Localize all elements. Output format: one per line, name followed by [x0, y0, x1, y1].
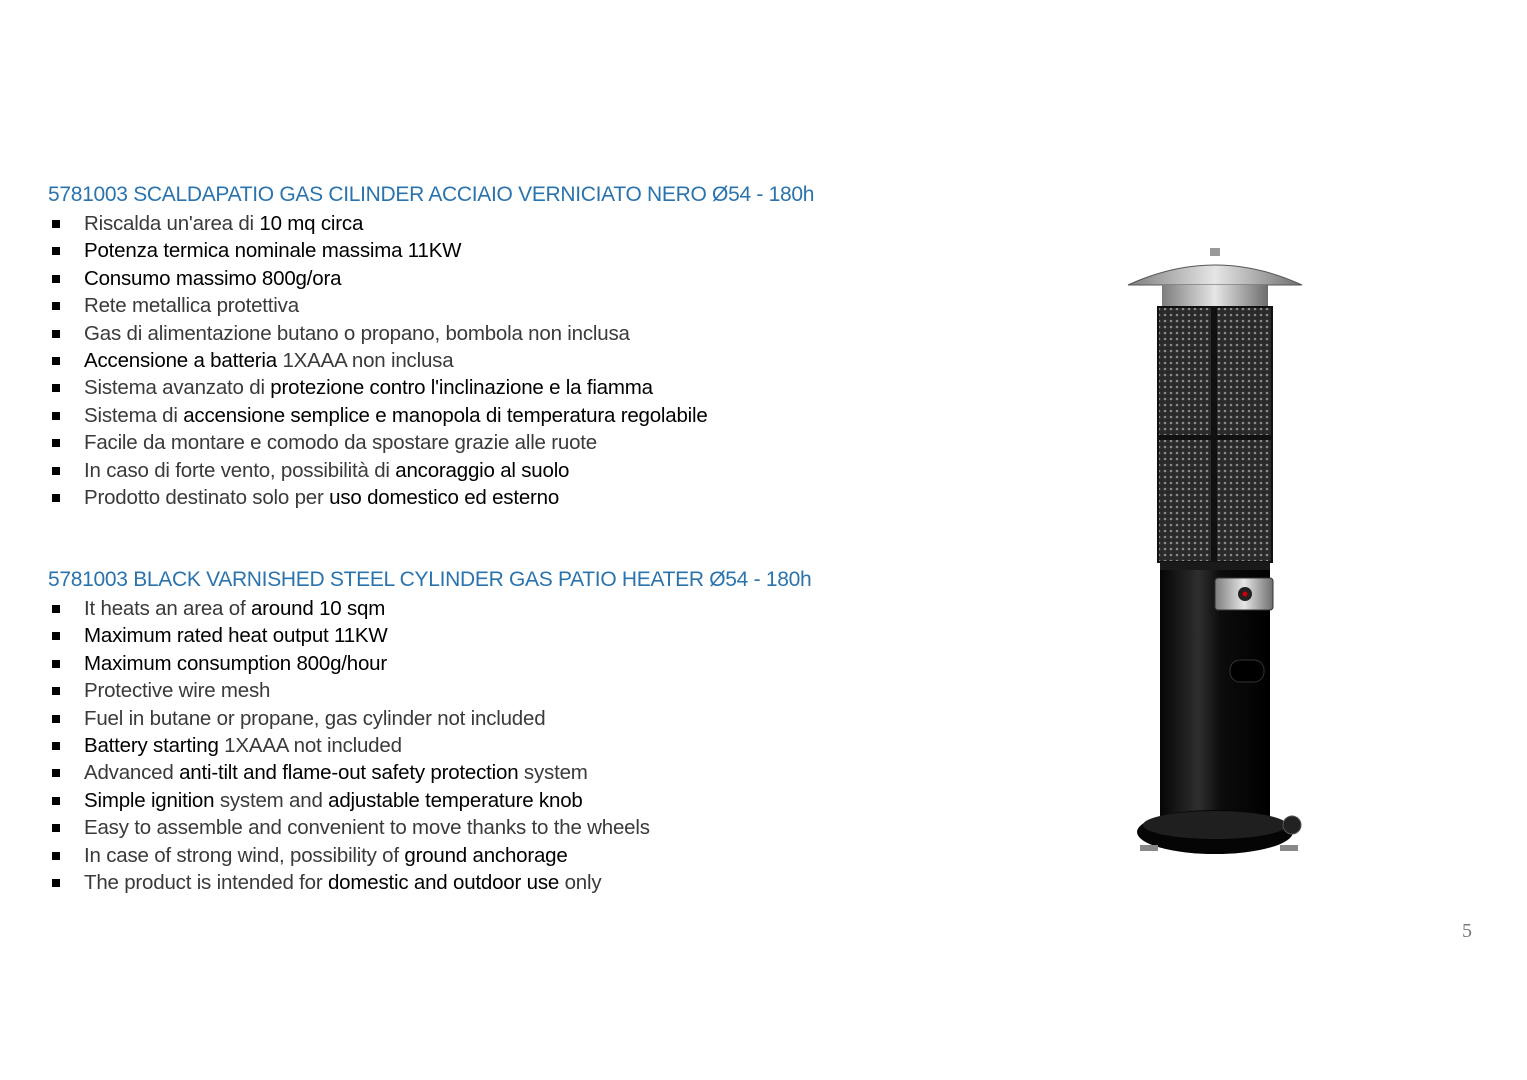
feature-text: Protective wire mesh — [84, 679, 271, 703]
feature-text: Rete metallica protettiva — [84, 294, 299, 318]
bullet-icon — [52, 797, 60, 805]
feature-item — [48, 787, 948, 814]
feature-highlight: ground anchorage — [404, 843, 568, 867]
feature-item — [48, 677, 948, 704]
italian-title: 5781003 SCALDAPATIO GAS CILINDER ACCIAIO VERNICIATO NERO Ø54 - 180h — [48, 183, 815, 206]
feature-highlight: uso domestico ed esterno — [329, 485, 560, 509]
feature-item — [48, 759, 948, 786]
feature-text: Fuel in butane or propane, gas cylinder not included — [84, 706, 546, 730]
feature-text: only — [559, 870, 602, 894]
feature-item — [48, 595, 948, 622]
feature-item — [48, 237, 948, 264]
feature-highlight: domestic and outdoor use — [327, 870, 560, 894]
bullet-icon — [52, 687, 60, 695]
feature-text: 1XAAA not included — [218, 733, 402, 757]
bullet-icon — [52, 357, 60, 365]
feature-text: Advanced — [84, 761, 180, 785]
feature-highlight: around 10 sqm — [250, 597, 386, 620]
feature-item — [48, 842, 948, 869]
bullet-icon — [52, 384, 60, 392]
feature-highlight: Accensione a batteria — [84, 348, 277, 372]
bullet-icon — [52, 769, 60, 777]
feature-highlight: Maximum consumption 800g/hour — [84, 651, 387, 675]
bullet-icon — [52, 824, 60, 832]
bullet-icon — [52, 494, 60, 502]
feature-item — [48, 705, 948, 732]
bullet-icon — [52, 660, 60, 668]
feature-highlight: Maximum rated heat output 11KW — [84, 624, 388, 648]
feature-text: Gas di alimentazione butano o propano, bombola non inclusa — [84, 321, 630, 345]
feature-highlight: accensione semplice e manopola di temperatura regolabile — [183, 403, 708, 427]
bullet-icon — [52, 742, 60, 750]
bullet-icon — [52, 275, 60, 283]
feature-item — [48, 457, 948, 484]
feature-item — [48, 814, 948, 841]
feature-item — [48, 869, 948, 896]
bullet-icon — [52, 439, 60, 447]
bullet-icon — [52, 302, 60, 310]
feature-text: Sistema avanzato di — [84, 376, 271, 400]
feature-item — [48, 210, 948, 237]
bullet-icon — [52, 632, 60, 640]
feature-item — [48, 429, 948, 456]
feature-text: Easy to assemble and convenient to move thanks to the wheels — [84, 816, 650, 840]
bullet-icon — [52, 852, 60, 860]
feature-item — [48, 374, 948, 401]
feature-text: Riscalda un'area di — [84, 212, 260, 235]
feature-item — [48, 320, 948, 347]
bullet-icon — [52, 605, 60, 613]
feature-text: The product is intended for — [84, 870, 328, 894]
feature-highlight: Simple ignition — [84, 788, 215, 812]
feature-item — [48, 650, 948, 677]
bullet-icon — [52, 715, 60, 723]
feature-highlight: ancoraggio al suolo — [395, 458, 570, 482]
bullet-icon — [52, 412, 60, 420]
feature-text: In caso di forte vento, possibilità di — [84, 458, 396, 482]
patio-heater-image — [1120, 240, 1320, 865]
feature-text: system and — [214, 788, 329, 812]
feature-item — [48, 622, 948, 649]
feature-item — [48, 347, 948, 374]
feature-text: system — [518, 761, 588, 785]
feature-highlight: Battery starting — [84, 733, 219, 757]
feature-highlight: Consumo massimo 800g/ora — [84, 266, 342, 290]
italian-feature-list — [48, 210, 948, 511]
english-section — [48, 565, 948, 896]
feature-item — [48, 402, 948, 429]
feature-highlight: Potenza termica nominale massima 11KW — [84, 239, 462, 263]
english-title: 5781003 BLACK VARNISHED STEEL CYLINDER GAS PATIO HEATER Ø54 - 180h — [48, 568, 812, 591]
feature-text: In case of strong wind, possibility of — [84, 843, 405, 867]
bullet-icon — [52, 247, 60, 255]
feature-highlight: anti-tilt and flame-out safety protection — [179, 761, 519, 785]
feature-item — [48, 732, 948, 759]
feature-text: Facile da montare e comodo da spostare grazie alle ruote — [84, 431, 597, 455]
feature-text: 1XAAA non inclusa — [276, 348, 454, 372]
feature-text: Sistema di — [84, 403, 184, 427]
feature-text: Prodotto destinato solo per — [84, 485, 330, 509]
page-number: 5 — [1462, 920, 1472, 942]
bullet-icon — [52, 330, 60, 338]
feature-highlight: 10 mq circa — [259, 212, 364, 235]
feature-item — [48, 265, 948, 292]
italian-section — [48, 180, 948, 511]
bullet-icon — [52, 467, 60, 475]
feature-highlight: adjustable temperature knob — [328, 788, 583, 812]
feature-text: It heats an area of — [84, 597, 251, 620]
feature-item — [48, 292, 948, 319]
bullet-icon — [52, 879, 60, 887]
feature-highlight: protezione contro l'inclinazione e la fiamma — [270, 376, 653, 400]
english-feature-list — [48, 595, 948, 896]
bullet-icon — [52, 220, 60, 228]
feature-item — [48, 484, 948, 511]
